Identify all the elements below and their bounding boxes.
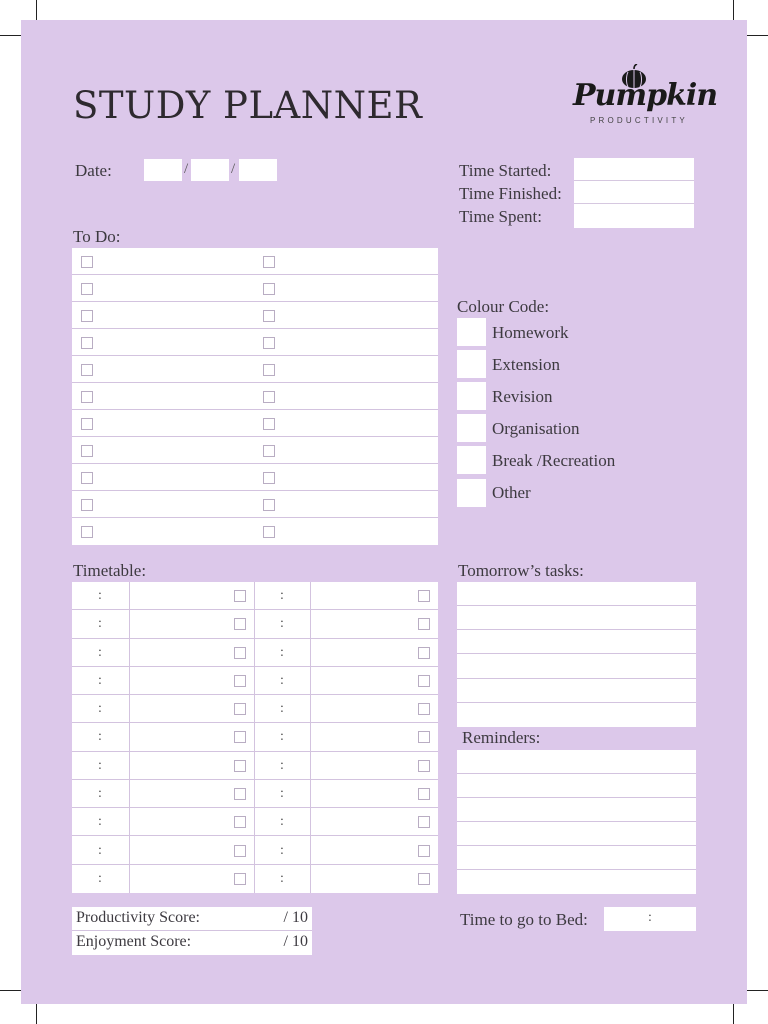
- timetable-checkbox[interactable]: [418, 703, 430, 715]
- swatch-extension[interactable]: [457, 350, 486, 378]
- enjoyment-score-label: Enjoyment Score:: [76, 933, 192, 950]
- timetable-checkbox[interactable]: [418, 618, 430, 630]
- page-title: STUDY PLANNER: [73, 84, 423, 127]
- todo-checkbox[interactable]: [81, 499, 93, 511]
- colour-code-revision: Revision: [492, 387, 553, 406]
- timetable-row: [72, 752, 438, 780]
- productivity-score-label: Productivity Score:: [76, 909, 200, 926]
- tomorrow-task-line[interactable]: [457, 630, 696, 654]
- todo-checkbox[interactable]: [263, 499, 275, 511]
- time-finished-field[interactable]: [574, 181, 694, 204]
- time-finished-label: Time Finished:: [459, 184, 562, 203]
- swatch-break[interactable]: [457, 446, 486, 474]
- time-separator: :: [280, 870, 284, 886]
- todo-row: [72, 518, 438, 545]
- timetable-checkbox[interactable]: [234, 816, 246, 828]
- timetable-row: [72, 808, 438, 836]
- time-separator: :: [98, 842, 102, 858]
- timetable-checkbox[interactable]: [418, 675, 430, 687]
- timetable-checkbox[interactable]: [234, 845, 246, 857]
- time-separator: :: [98, 729, 102, 745]
- timetable: [72, 582, 438, 893]
- enjoyment-score-row[interactable]: [72, 931, 312, 955]
- time-separator: :: [280, 616, 284, 632]
- todo-checkbox[interactable]: [263, 364, 275, 376]
- timetable-checkbox[interactable]: [418, 845, 430, 857]
- timetable-row: [72, 667, 438, 695]
- todo-label: To Do:: [73, 227, 121, 246]
- time-separator: :: [280, 757, 284, 773]
- time-separator: :: [98, 701, 102, 717]
- time-separator: :: [280, 786, 284, 802]
- tomorrow-task-line[interactable]: [457, 606, 696, 630]
- colour-code-homework: Homework: [492, 323, 569, 342]
- tomorrow-task-line[interactable]: [457, 582, 696, 606]
- tomorrow-task-line[interactable]: [457, 703, 696, 727]
- time-separator: :: [280, 644, 284, 660]
- reminder-line[interactable]: [457, 870, 696, 894]
- time-separator: :: [98, 757, 102, 773]
- time-separator: :: [98, 644, 102, 660]
- logo-wordmark: Pumpkin: [573, 78, 718, 113]
- crop-mark: [746, 990, 768, 991]
- tomorrow-tasks-list: [457, 582, 696, 727]
- todo-row: [72, 329, 438, 356]
- reminders-list: [457, 750, 696, 894]
- date-month-field[interactable]: [191, 159, 229, 181]
- todo-checkbox[interactable]: [81, 283, 93, 295]
- todo-checkbox[interactable]: [263, 337, 275, 349]
- timetable-checkbox[interactable]: [234, 731, 246, 743]
- timetable-label: Timetable:: [73, 561, 147, 580]
- pumpkin-logo: [568, 64, 718, 128]
- swatch-organisation[interactable]: [457, 414, 486, 442]
- timetable-checkbox[interactable]: [234, 703, 246, 715]
- todo-checkbox[interactable]: [263, 391, 275, 403]
- todo-checkbox[interactable]: [263, 472, 275, 484]
- timetable-checkbox[interactable]: [418, 647, 430, 659]
- timetable-row: [72, 865, 438, 893]
- time-spent-field[interactable]: [574, 204, 694, 227]
- timetable-row: [72, 582, 438, 610]
- reminders-label: Reminders:: [462, 728, 541, 747]
- todo-checkbox[interactable]: [263, 526, 275, 538]
- todo-checkbox[interactable]: [81, 256, 93, 268]
- timetable-checkbox[interactable]: [234, 788, 246, 800]
- timetable-checkbox[interactable]: [418, 873, 430, 885]
- todo-checkbox[interactable]: [81, 364, 93, 376]
- todo-checkbox[interactable]: [81, 472, 93, 484]
- crop-mark: [0, 990, 22, 991]
- timetable-checkbox[interactable]: [418, 760, 430, 772]
- reminder-line[interactable]: [457, 822, 696, 846]
- timetable-checkbox[interactable]: [418, 816, 430, 828]
- todo-checkbox[interactable]: [263, 256, 275, 268]
- time-separator: :: [98, 870, 102, 886]
- todo-row: [72, 302, 438, 329]
- todo-checkbox[interactable]: [263, 445, 275, 457]
- time-separator: :: [98, 786, 102, 802]
- todo-checkbox[interactable]: [263, 283, 275, 295]
- time-separator: :: [98, 616, 102, 632]
- colour-code-break: Break /Recreation: [492, 451, 616, 470]
- bed-time-field[interactable]: [604, 907, 696, 931]
- productivity-score-row[interactable]: [72, 907, 312, 931]
- time-separator: :: [98, 814, 102, 830]
- todo-checkbox[interactable]: [81, 337, 93, 349]
- swatch-homework[interactable]: [457, 318, 486, 346]
- todo-row: [72, 464, 438, 491]
- todo-row: [72, 248, 438, 275]
- productivity-score-max: / 10: [283, 909, 308, 926]
- timetable-checkbox[interactable]: [234, 618, 246, 630]
- timetable-row: [72, 695, 438, 723]
- crop-mark: [733, 1002, 734, 1024]
- todo-checkbox[interactable]: [81, 418, 93, 430]
- todo-checkbox[interactable]: [263, 310, 275, 322]
- colour-code-extension: Extension: [492, 355, 560, 374]
- timetable-checkbox[interactable]: [418, 590, 430, 602]
- time-separator: :: [280, 672, 284, 688]
- timetable-row: [72, 639, 438, 667]
- reminder-line[interactable]: [457, 774, 696, 798]
- reminder-line[interactable]: [457, 750, 696, 774]
- time-separator: :: [280, 701, 284, 717]
- time-separator: :: [280, 814, 284, 830]
- time-separator: :: [98, 672, 102, 688]
- date-label: Date:: [75, 161, 112, 180]
- timetable-checkbox[interactable]: [234, 675, 246, 687]
- crop-mark: [0, 35, 22, 36]
- colour-code-organisation: Organisation: [492, 419, 580, 438]
- time-started-label: Time Started:: [459, 161, 552, 180]
- timetable-row: [72, 780, 438, 808]
- time-fields: [574, 158, 694, 228]
- timetable-checkbox[interactable]: [418, 731, 430, 743]
- timetable-checkbox[interactable]: [418, 788, 430, 800]
- time-separator: :: [280, 588, 284, 604]
- todo-checkbox[interactable]: [81, 526, 93, 538]
- time-separator: :: [280, 729, 284, 745]
- time-spent-label: Time Spent:: [459, 207, 542, 226]
- todo-list: [72, 248, 438, 545]
- enjoyment-score-max: / 10: [283, 933, 308, 950]
- todo-row: [72, 383, 438, 410]
- time-separator: :: [280, 842, 284, 858]
- timetable-checkbox[interactable]: [234, 590, 246, 602]
- tomorrow-task-line[interactable]: [457, 679, 696, 703]
- timetable-checkbox[interactable]: [234, 760, 246, 772]
- colour-code-other: Other: [492, 483, 531, 502]
- timetable-row: [72, 836, 438, 864]
- timetable-checkbox[interactable]: [234, 647, 246, 659]
- todo-checkbox[interactable]: [81, 445, 93, 457]
- logo-subtitle: PRODUCTIVITY: [590, 116, 688, 125]
- crop-mark: [733, 0, 734, 22]
- crop-mark: [746, 35, 768, 36]
- tomorrow-task-line[interactable]: [457, 655, 696, 679]
- crop-mark: [36, 1002, 37, 1024]
- todo-row: [72, 275, 438, 302]
- swatch-revision[interactable]: [457, 382, 486, 410]
- timetable-row: [72, 610, 438, 638]
- swatch-other[interactable]: [457, 479, 486, 507]
- timetable-row: [72, 723, 438, 751]
- scores-table: [72, 907, 312, 955]
- colour-code-label: Colour Code:: [457, 297, 550, 316]
- tomorrow-label: Tomorrow’s tasks:: [458, 561, 584, 580]
- date-day-field[interactable]: [144, 159, 182, 181]
- bed-time-separator: :: [648, 910, 652, 925]
- todo-row: [72, 410, 438, 437]
- todo-checkbox[interactable]: [81, 391, 93, 403]
- todo-row: [72, 437, 438, 464]
- date-separator: /: [184, 161, 189, 177]
- todo-checkbox[interactable]: [263, 418, 275, 430]
- todo-checkbox[interactable]: [81, 310, 93, 322]
- crop-mark: [36, 0, 37, 22]
- todo-row: [72, 356, 438, 383]
- date-separator: /: [231, 161, 236, 177]
- bed-time-label: Time to go to Bed:: [460, 910, 588, 929]
- todo-row: [72, 491, 438, 518]
- reminder-line[interactable]: [457, 846, 696, 870]
- time-started-field[interactable]: [574, 158, 694, 181]
- time-separator: :: [98, 588, 102, 604]
- timetable-checkbox[interactable]: [234, 873, 246, 885]
- date-year-field[interactable]: [239, 159, 277, 181]
- reminder-line[interactable]: [457, 798, 696, 822]
